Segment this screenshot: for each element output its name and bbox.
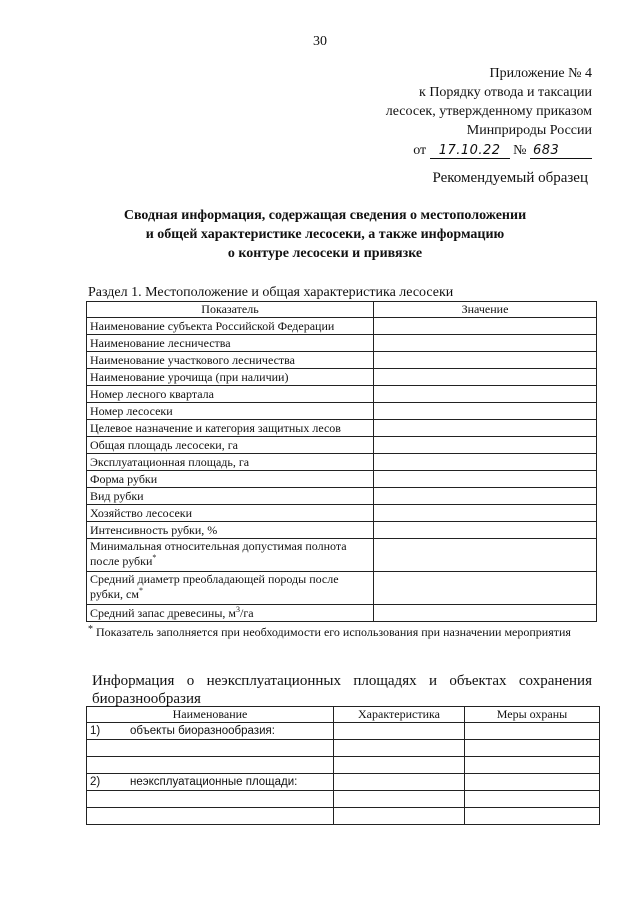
measures-cell[interactable] (465, 808, 600, 825)
value-cell[interactable] (374, 505, 597, 522)
title-line-1: Сводная информация, содержащая сведения о местоположении (123, 208, 527, 223)
appendix-line-3: лесосек, утвержденному приказом (385, 104, 592, 119)
table-row (87, 369, 597, 386)
table-row (87, 318, 597, 335)
footnote-mark: * (88, 624, 93, 635)
table-row (87, 454, 597, 471)
table-row (87, 488, 597, 505)
characteristic-cell[interactable] (334, 791, 465, 808)
name-cell[interactable] (87, 757, 334, 774)
group-label-cell (87, 774, 334, 791)
value-cell[interactable] (374, 488, 597, 505)
title-line-2: и общей характеристике лесосеки, а также информацию (145, 227, 505, 242)
table-row (87, 335, 597, 352)
characteristic-cell[interactable] (334, 757, 465, 774)
name-cell[interactable] (87, 740, 334, 757)
table-row (87, 740, 600, 757)
row-label: Интенсивность рубки, % (87, 522, 374, 539)
row-label (87, 539, 374, 572)
footnote (88, 624, 594, 642)
biodiversity-table (86, 706, 600, 825)
group-label: объекты биоразнообразия: (130, 725, 275, 737)
document-title (90, 206, 560, 263)
section1-title: Раздел 1. Местоположение и общая характеристика лесосеки (88, 285, 454, 300)
table-row (87, 403, 597, 420)
value-cell[interactable] (374, 522, 597, 539)
handwritten-date: 17.10.22 (430, 143, 510, 159)
appendix-line-4: Минприроды России (466, 123, 592, 138)
row-footnote-mark: * (152, 553, 157, 562)
table-row (87, 471, 597, 488)
value-cell[interactable] (374, 369, 597, 386)
row-label: Хозяйство лесосеки (87, 505, 374, 522)
row-label (87, 605, 374, 622)
header-protection-measures: Меры охраны (465, 707, 600, 723)
header-value: Значение (374, 302, 597, 318)
row-label: Наименование участкового лесничества (87, 352, 374, 369)
row-label-text: Средний запас древесины, м (90, 606, 237, 620)
title-line-3: о контуре лесосеки и привязке (227, 246, 423, 261)
group-label-cell (87, 723, 334, 740)
row-label: Эксплуатационная площадь, га (87, 454, 374, 471)
value-cell[interactable] (374, 335, 597, 352)
table-row (87, 420, 597, 437)
characteristic-cell[interactable] (334, 774, 465, 791)
table-row (87, 386, 597, 403)
row-label: Номер лесосеки (87, 403, 374, 420)
recommended-sample-label: Рекомендуемый образец (432, 170, 588, 186)
row-label: Номер лесного квартала (87, 386, 374, 403)
appendix-block (332, 64, 592, 160)
value-cell[interactable] (374, 437, 597, 454)
value-cell[interactable] (374, 420, 597, 437)
row-label: Целевое назначение и категория защитных лесов (87, 420, 374, 437)
table-header-row (87, 302, 597, 318)
date-prefix: от (413, 143, 427, 158)
row-label-text: Минимальная относительная допустимая полнота после рубки (90, 539, 347, 568)
table-header-row (87, 707, 600, 723)
row-label: Вид рубки (87, 488, 374, 505)
page-number: 30 (313, 34, 327, 49)
handwritten-number: 683 (530, 143, 592, 159)
measures-cell[interactable] (465, 723, 600, 740)
value-cell[interactable] (374, 352, 597, 369)
value-cell[interactable] (374, 403, 597, 420)
row-label-text: Средний диаметр преобладающей породы после рубки, см (90, 572, 339, 601)
row-label (87, 572, 374, 605)
table-row (87, 791, 600, 808)
characteristic-cell[interactable] (334, 808, 465, 825)
value-cell[interactable] (374, 318, 597, 335)
table-row (87, 437, 597, 454)
table-row (87, 505, 597, 522)
table-row (87, 774, 600, 791)
measures-cell[interactable] (465, 740, 600, 757)
unit-superscript: 3 (236, 605, 241, 614)
header-name: Наименование (87, 707, 334, 723)
table-row (87, 808, 600, 825)
value-cell[interactable] (374, 572, 597, 605)
measures-cell[interactable] (465, 757, 600, 774)
table-row (87, 605, 597, 622)
group-label: неэксплуатационные площади: (130, 776, 298, 788)
value-cell[interactable] (374, 539, 597, 572)
row-label-unit: /га (240, 606, 254, 620)
measures-cell[interactable] (465, 774, 600, 791)
section2-title: Информация о неэксплуатационных площадях и объектах сохранения биоразнообразия (92, 673, 592, 707)
value-cell[interactable] (374, 605, 597, 622)
name-cell[interactable] (87, 791, 334, 808)
group-number: 1) (90, 725, 101, 737)
measures-cell[interactable] (465, 791, 600, 808)
value-cell[interactable] (374, 386, 597, 403)
group-number: 2) (90, 776, 101, 788)
footnote-text: Показатель заполняется при необходимости его использования при назначении мероприятия (96, 625, 571, 639)
value-cell[interactable] (374, 471, 597, 488)
header-indicator: Показатель (87, 302, 374, 318)
appendix-line-2: к Порядку отвода и таксации (419, 85, 592, 100)
table-row (87, 572, 597, 605)
location-characteristics-table (86, 301, 597, 622)
name-cell[interactable] (87, 808, 334, 825)
row-label: Общая площадь лесосеки, га (87, 437, 374, 454)
table-row (87, 352, 597, 369)
row-label: Форма рубки (87, 471, 374, 488)
table-row (87, 539, 597, 572)
appendix-line-1: Приложение № 4 (489, 66, 592, 81)
appendix-date-line (332, 141, 592, 160)
row-label: Наименование субъекта Российской Федерации (87, 318, 374, 335)
header-characteristic: Характеристика (334, 707, 465, 723)
number-prefix: № (513, 143, 527, 158)
characteristic-cell[interactable] (334, 740, 465, 757)
row-footnote-mark: * (138, 586, 143, 595)
characteristic-cell[interactable] (334, 723, 465, 740)
value-cell[interactable] (374, 454, 597, 471)
row-label: Наименование урочища (при наличии) (87, 369, 374, 386)
table-row (87, 723, 600, 740)
table-row (87, 522, 597, 539)
row-label: Наименование лесничества (87, 335, 374, 352)
table-row (87, 757, 600, 774)
